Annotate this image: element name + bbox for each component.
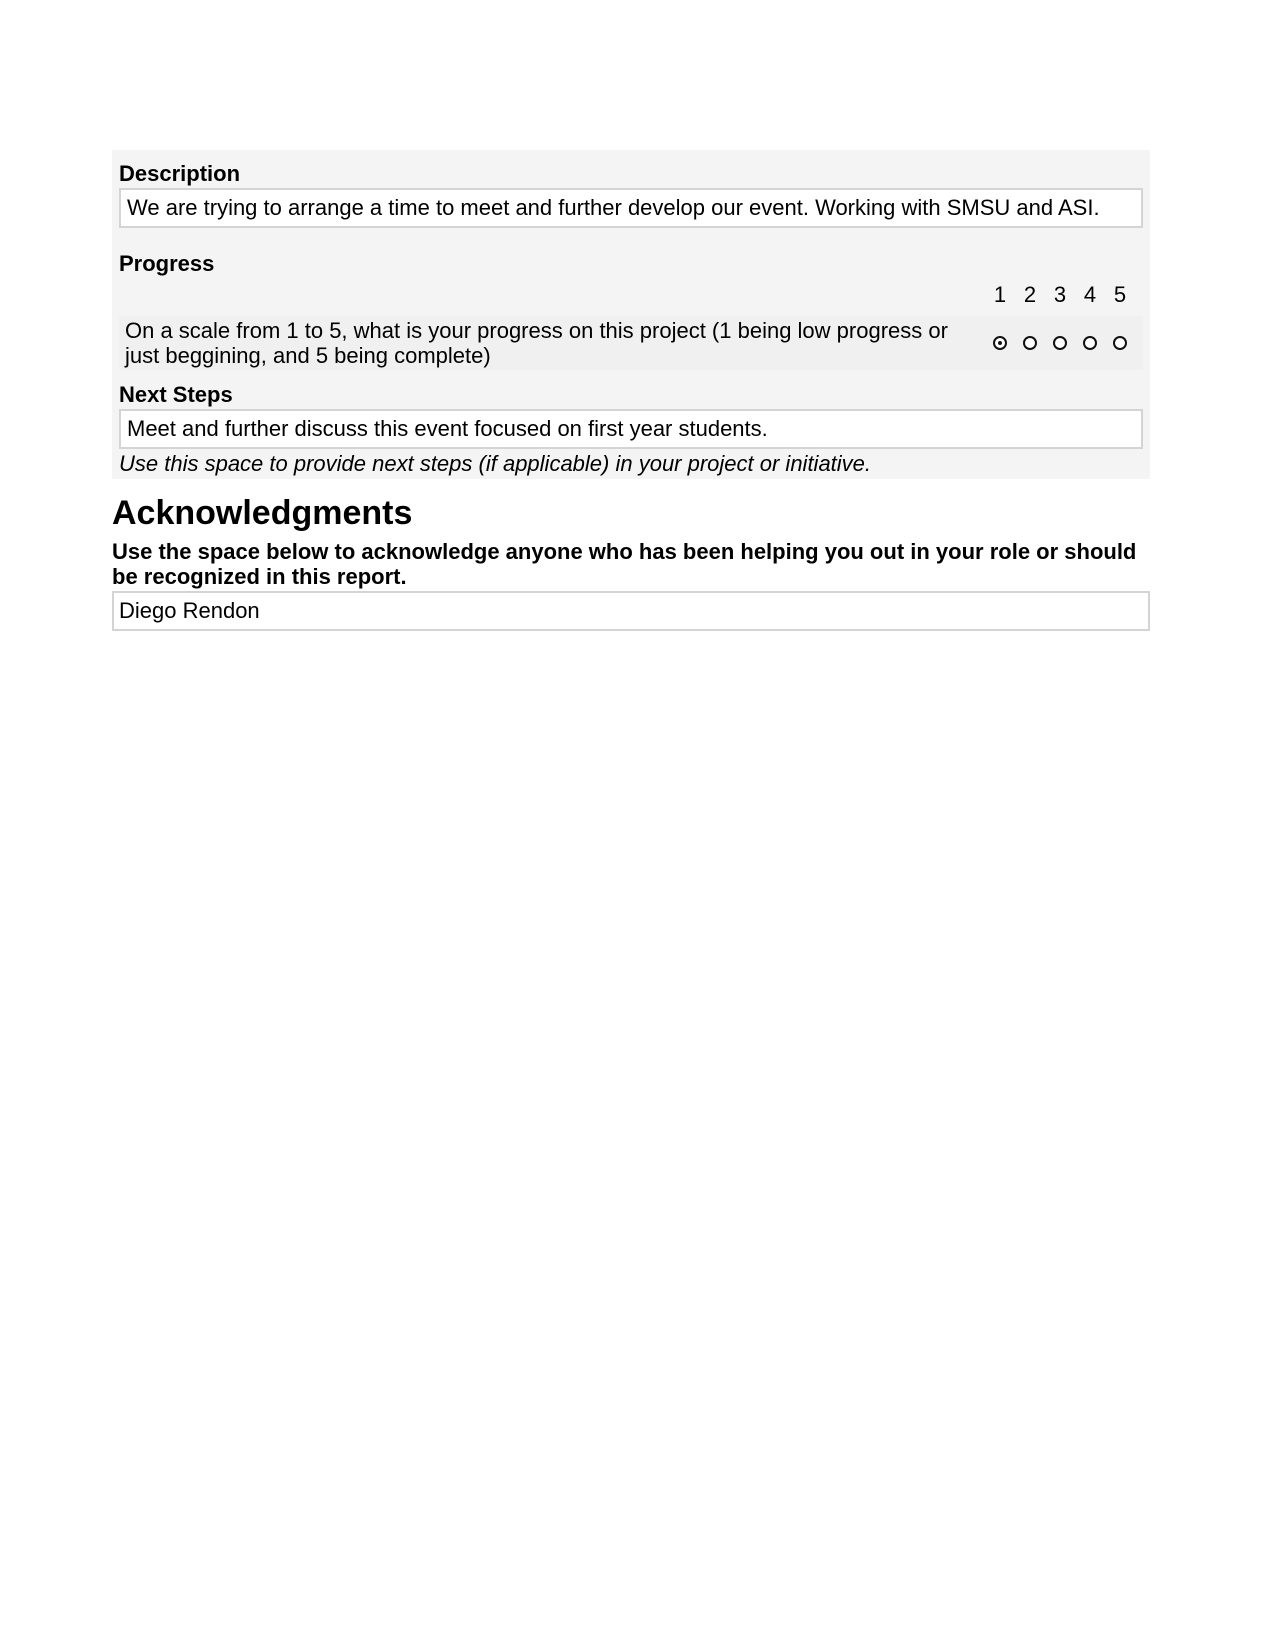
progress-radio-5[interactable]	[1105, 336, 1135, 350]
progress-radio-4[interactable]	[1075, 336, 1105, 350]
acknowledgments-prompt: Use the space below to acknowledge anyone who has been helping you out in your role or should be recognized in this report.	[112, 539, 1137, 589]
radio-circle-icon	[1053, 336, 1067, 350]
progress-question: On a scale from 1 to 5, what is your progress on this project (1 being low progress or just beggining, and 5 being complete)	[125, 318, 948, 368]
scale-label-2: 2	[1023, 282, 1037, 307]
progress-scale-header	[119, 282, 1143, 308]
radio-circle-icon	[1023, 336, 1037, 350]
progress-radio-2[interactable]	[1015, 336, 1045, 350]
next-steps-field[interactable]: Meet and further discuss this event focused on first year students.	[119, 409, 1143, 449]
next-steps-hint: Use this space to provide next steps (if applicable) in your project or initiative.	[119, 451, 872, 476]
progress-label: Progress	[119, 251, 215, 276]
progress-radio-3[interactable]	[1045, 336, 1075, 350]
project-panel	[112, 150, 1150, 479]
scale-label-5: 5	[1113, 282, 1127, 307]
acknowledgments-field[interactable]: Diego Rendon	[112, 591, 1150, 631]
progress-radio-group	[985, 336, 1137, 350]
scale-label-3: 3	[1053, 282, 1067, 307]
radio-circle-icon	[1113, 336, 1127, 350]
next-steps-label: Next Steps	[119, 382, 233, 407]
radio-circle-icon	[1083, 336, 1097, 350]
scale-label-4: 4	[1083, 282, 1097, 307]
progress-question-row	[119, 316, 1143, 370]
description-label: Description	[119, 161, 241, 186]
progress-radio-1[interactable]	[985, 336, 1015, 350]
description-field[interactable]: We are trying to arrange a time to meet and further develop our event. Working with SMSU and ASI.	[119, 188, 1143, 228]
radio-circle-icon	[993, 336, 1007, 350]
report-page	[112, 150, 1150, 631]
scale-label-1: 1	[993, 282, 1007, 307]
acknowledgments-title: Acknowledgments	[112, 494, 413, 532]
